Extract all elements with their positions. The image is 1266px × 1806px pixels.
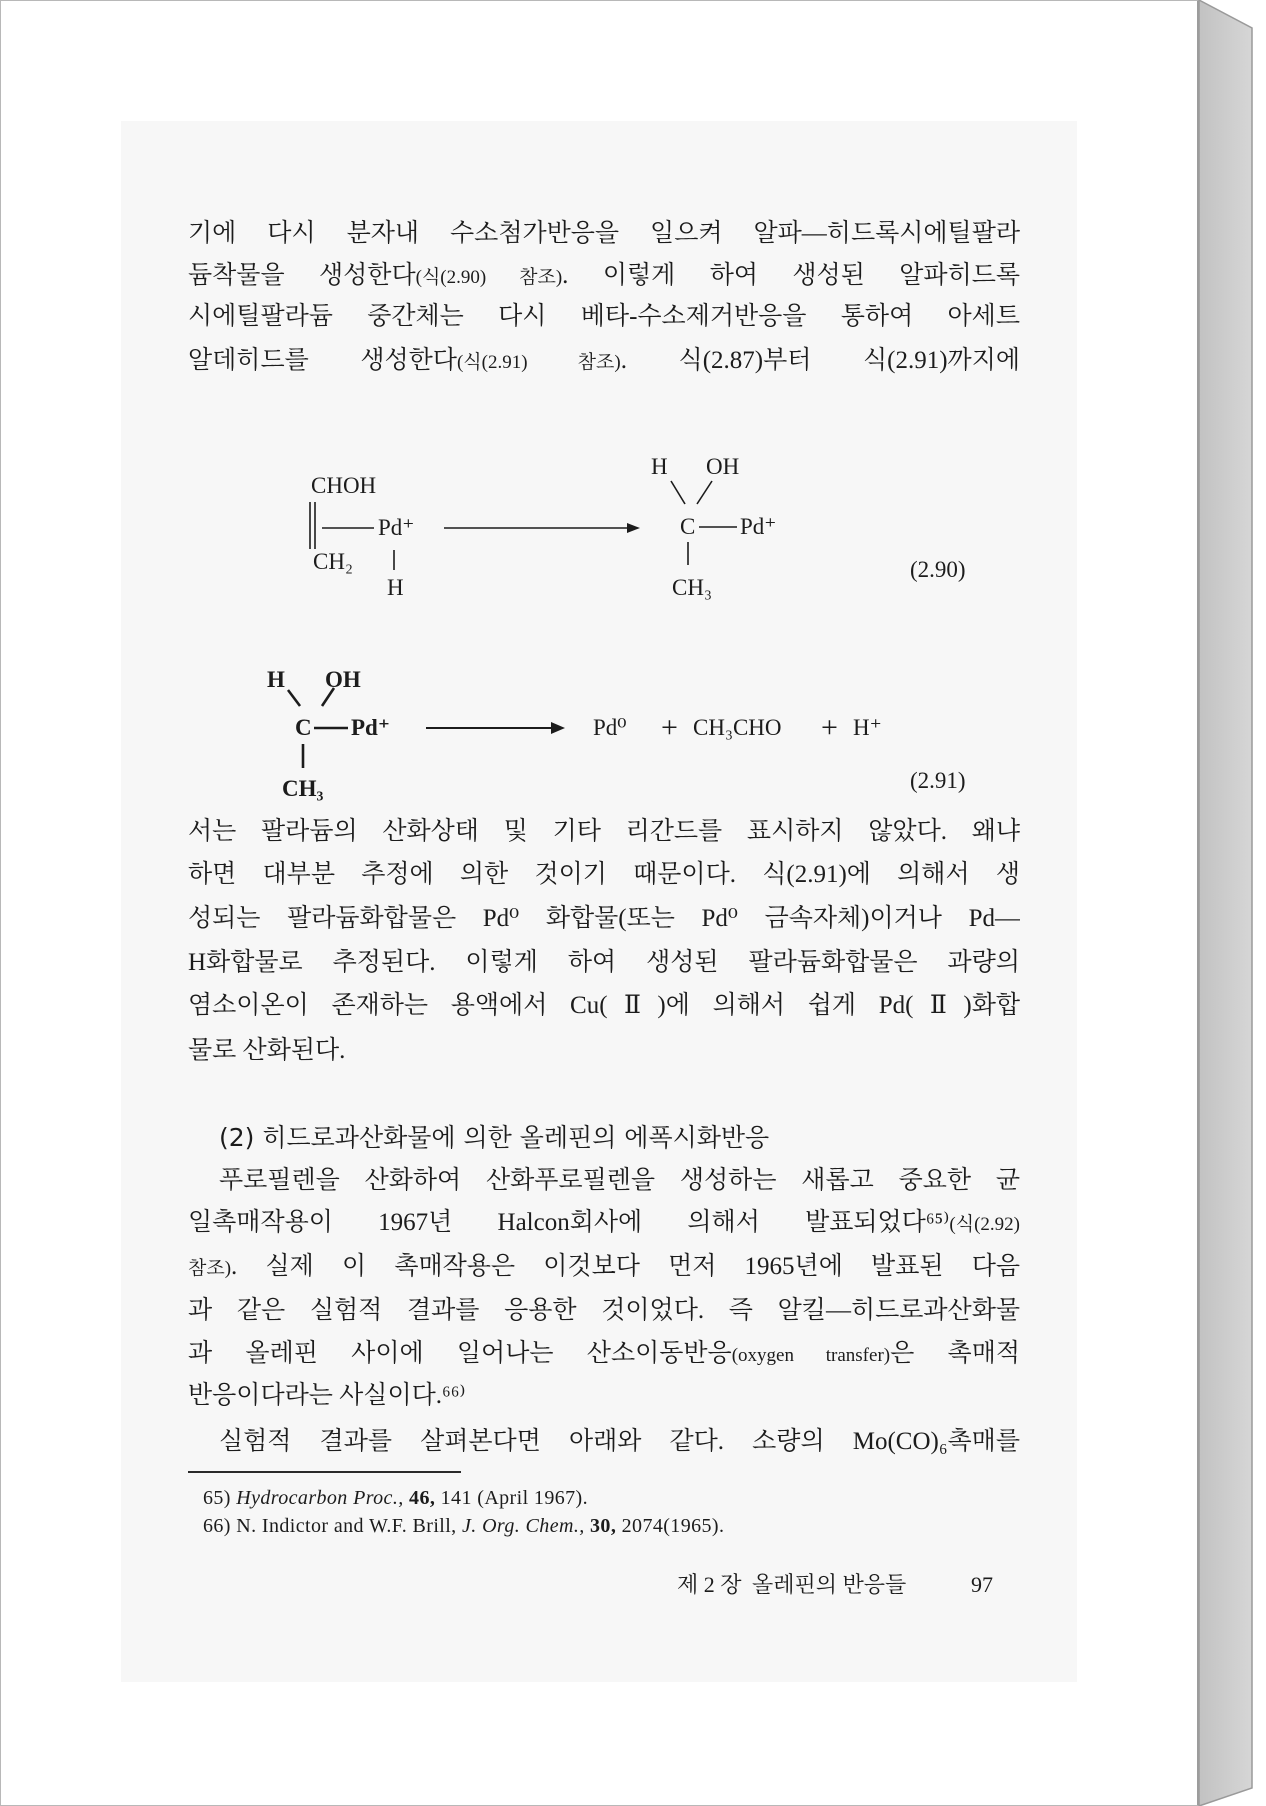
plus-sign: + [661, 711, 678, 744]
body-line: 푸로필렌을 산화하여 산화푸로필렌을 생성하는 새롭고 중요한 균 [219, 1167, 1020, 1194]
footnote-volume: 30, [590, 1515, 617, 1537]
footnote-rule [188, 1471, 461, 1473]
body-line: 실험적 결과를 살펴본다면 아래와 같다. 소량의 Mo(CO)₆촉매를 [219, 1428, 1020, 1455]
footnote-authors: N. Indictor and W.F. Brill, [236, 1515, 457, 1537]
chem-label-oh: OH [706, 454, 740, 479]
footnote-journal: Hydrocarbon Proc., [236, 1487, 404, 1509]
chem-label-c: C [295, 715, 312, 740]
equation-reference: (식(2.91) 참조) [456, 352, 621, 373]
body-line [188, 1247, 1020, 1287]
line-text: 일촉매작용이 1967년 Halcon회사에 의해서 발표되었다⁶⁵⁾ [188, 1209, 950, 1236]
chem-label-proton: H⁺ [853, 715, 882, 740]
line-text: . 이렇게 하여 생성된 알파히드록 [562, 262, 1020, 289]
body-line: 염소이온이 존재하는 용액에서 Cu(Ⅱ)에 의해서 쉽게 Pd(Ⅱ)화합 [188, 992, 1020, 1019]
plus-sign: + [821, 711, 838, 744]
body-line: 하면 대부분 추정에 의한 것이기 때문이다. 식(2.91)에 의해서 생 [188, 861, 1020, 888]
footnote-journal: J. Org. Chem., [462, 1515, 585, 1537]
body-line: 서는 팔라듐의 산화상태 및 기타 리간드를 표시하지 않았다. 왜냐 [188, 818, 1020, 845]
footnote-number: 65) [203, 1487, 231, 1509]
chem-label-h: H [267, 667, 285, 692]
footnote [203, 1513, 1023, 1539]
body-line: 반응이다라는 사실이다.⁶⁶⁾ [188, 1382, 466, 1409]
body-line: H화합물로 추정된다. 이렇게 하여 생성된 팔라듐화합물은 과량의 [188, 949, 1020, 976]
body-line [188, 256, 1020, 296]
line-text: 듐착물을 생성한다 [188, 262, 416, 289]
chem-label-ch2: CH₂ [313, 549, 353, 574]
body-line [188, 1203, 1020, 1243]
chem-label-pd: Pd⁺ [740, 514, 777, 539]
chem-label-h: H [387, 575, 404, 600]
equation-reference: 참조) [188, 1258, 232, 1279]
chem-label-pd: Pd⁺ [378, 515, 415, 540]
line-text: 과 올레핀 사이에 일어나는 산소이동반응 [188, 1340, 732, 1367]
line-text: . 실제 이 촉매작용은 이것보다 먼저 1965년에 발표된 다음 [231, 1253, 1020, 1280]
equation-number: (2.90) [910, 557, 966, 582]
body-line: 물로 산화된다. [188, 1037, 346, 1064]
chem-label-pd0: Pd⁰ [593, 715, 627, 740]
line-text: . 식(2.87)부터 식(2.91)까지에 [620, 347, 1020, 374]
chem-label-acetaldehyde: CH₃CHO [693, 715, 782, 740]
chem-label-choh: CHOH [311, 473, 377, 498]
page-number: 97 [971, 1572, 993, 1597]
book-edge [1199, 0, 1252, 1806]
footnote [203, 1485, 1023, 1511]
chem-label-pd: Pd⁺ [351, 715, 390, 740]
equation-number: (2.91) [910, 768, 966, 793]
line-text: 은 촉매적 [890, 1340, 1020, 1367]
footnote-details: 2074(1965). [621, 1515, 725, 1537]
chem-label-ch3: CH₃ [282, 776, 324, 801]
english-term: (oxygen transfer) [731, 1345, 891, 1366]
footnote-number: 66) [203, 1515, 231, 1537]
body-line: 시에틸팔라듐 중간체는 다시 베타-수소제거반응을 통하여 아세트 [188, 303, 1020, 330]
body-line: 기에 다시 분자내 수소첨가반응을 일으켜 알파—히드록시에틸팔라 [188, 220, 1020, 247]
body-line [188, 1334, 1020, 1374]
chem-label-h: H [651, 454, 668, 479]
chem-label-c: C [680, 514, 696, 539]
body-line: 과 같은 실험적 결과를 응용한 것이었다. 즉 알킬—히드로과산화물 [188, 1297, 1020, 1324]
section-heading: (2) 히드로과산화물에 의한 올레핀의 에폭시화반응 [219, 1123, 770, 1152]
body-line: 성되는 팔라듐화합물은 Pd⁰ 화합물(또는 Pd⁰ 금속자체)이거나 Pd— [188, 905, 1020, 932]
line-text: 알데히드를 생성한다 [188, 347, 457, 374]
footer-chapter-title: 올레핀의 반응들 [752, 1572, 907, 1597]
equation-reference: (식(2.90) 참조) [415, 267, 563, 288]
footnote-volume: 46, [409, 1487, 436, 1509]
chem-label-ch3: CH₃ [672, 575, 712, 600]
chem-label-oh: OH [325, 667, 361, 692]
footer-chapter: 제 2 장 [677, 1572, 742, 1597]
equation-reference: (식(2.92) [949, 1214, 1020, 1235]
footnote-details: 141 (April 1967). [440, 1487, 588, 1509]
body-line [188, 341, 1020, 381]
